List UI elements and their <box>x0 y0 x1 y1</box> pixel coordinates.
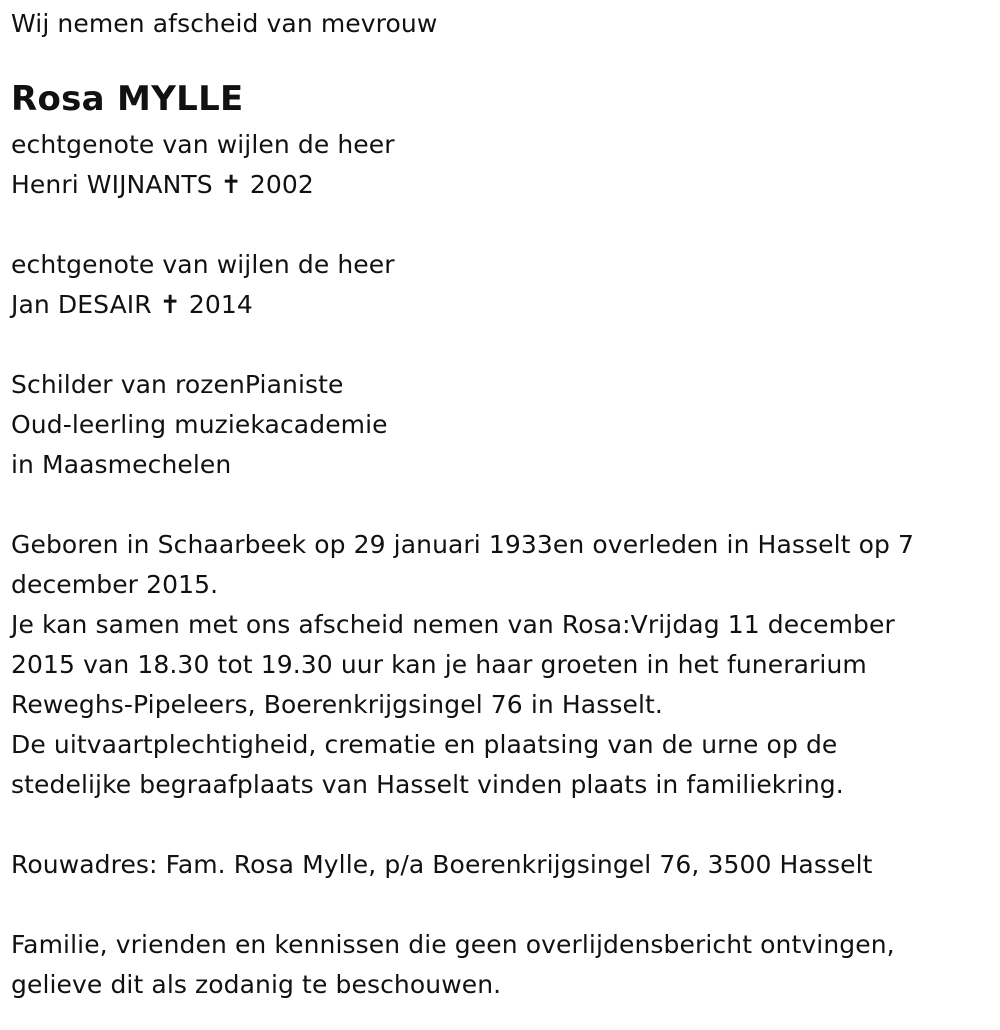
occupation-line-2: Oud-leerling muziekacademie <box>11 410 388 439</box>
spouse-1-year: 2002 <box>249 170 314 199</box>
mourning-address: Rouwadres: Fam. Rosa Mylle, p/a Boerenkrijgsingel 76, 3500 Hasselt <box>11 850 873 879</box>
closing-line-1: Familie, vrienden en kennissen die geen overlijdensbericht ontvingen, <box>11 930 895 959</box>
occupation-line-1: Schilder van rozenPianiste <box>11 370 344 399</box>
body-line-2: december 2015. <box>11 570 219 599</box>
cross-icon: ✝ <box>159 290 181 319</box>
spouse-2-name: Jan DESAIR <box>11 290 152 319</box>
spouse-2-year: 2014 <box>188 290 253 319</box>
spacer <box>11 885 1000 925</box>
body-line-5: Reweghs-Pipeleers, Boerenkrijgsingel 76 in Hasselt. <box>11 690 663 719</box>
body-line-1: Geboren in Schaarbeek op 29 januari 1933en overleden in Hasselt op 7 <box>11 530 915 559</box>
spacer <box>11 205 1000 245</box>
spouse-1-name: Henri WIJNANTS <box>11 170 213 199</box>
spouse-2-line <box>11 285 1000 325</box>
body-line-6: De uitvaartplechtigheid, crematie en plaatsing van de urne op de <box>11 730 838 759</box>
closing-line-2: gelieve dit als zodanig te beschouwen. <box>11 970 502 999</box>
cross-icon: ✝ <box>220 170 242 199</box>
spacer <box>11 485 1000 525</box>
spacer <box>11 805 1000 845</box>
body-line-3: Je kan samen met ons afscheid nemen van Rosa:Vrijdag 11 december <box>11 610 895 639</box>
intro-text: Wij nemen afscheid van mevrouw <box>11 9 438 38</box>
body-line-7: stedelijke begraafplaats van Hasselt vinden plaats in familiekring. <box>11 770 844 799</box>
body-line-4: 2015 van 18.30 tot 19.30 uur kan je haar groeten in het funerarium <box>11 650 867 679</box>
spouse-2-relation: echtgenote van wijlen de heer <box>11 250 395 279</box>
spouse-1-relation: echtgenote van wijlen de heer <box>11 130 395 159</box>
deceased-name: Rosa MYLLE <box>11 79 244 119</box>
occupation-line-3: in Maasmechelen <box>11 450 232 479</box>
spacer <box>11 325 1000 365</box>
spouse-1-line <box>11 165 1000 205</box>
